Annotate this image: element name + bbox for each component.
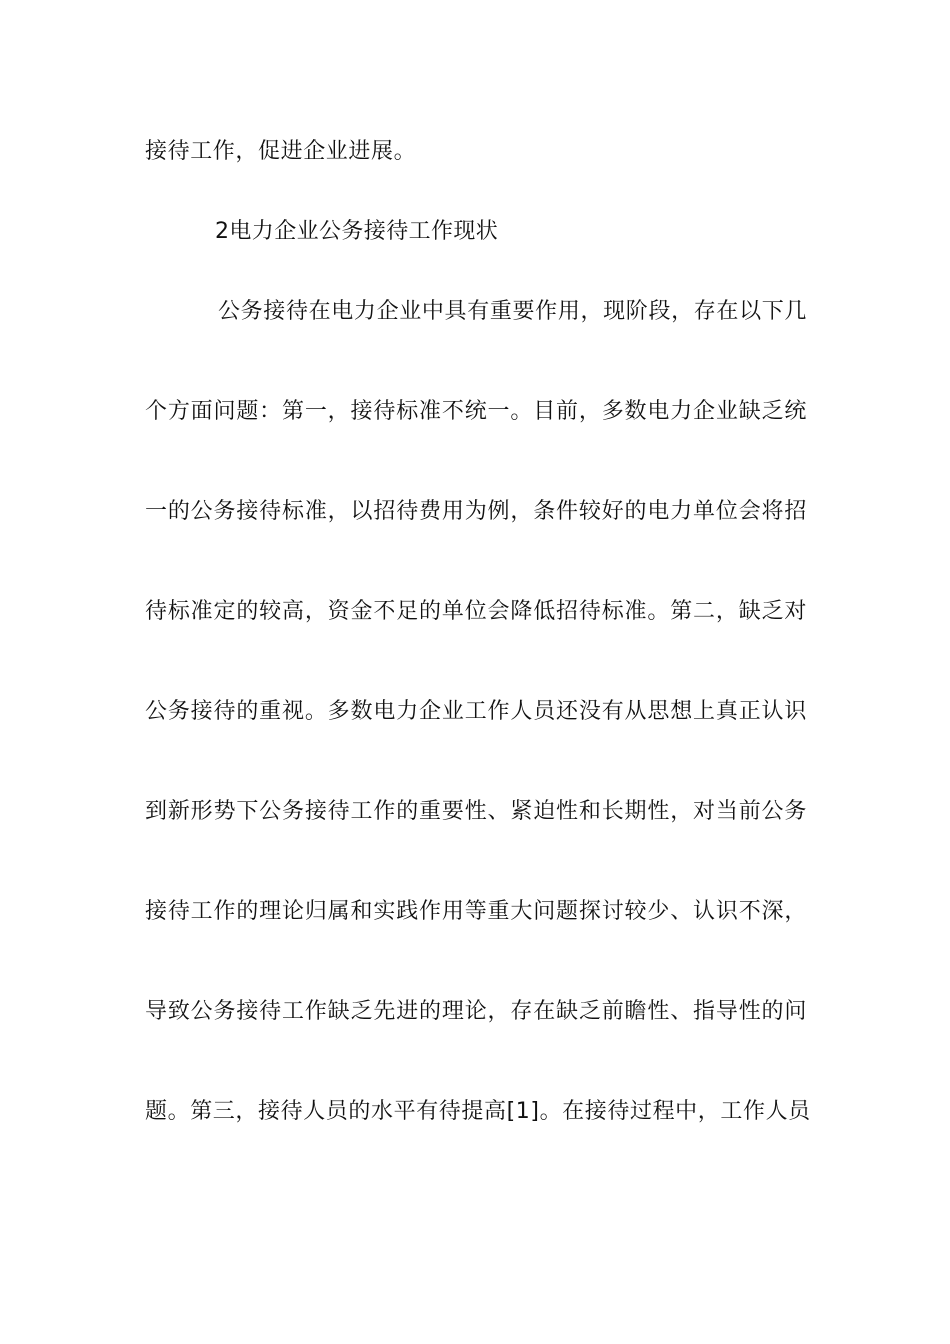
paragraph-continuation-line: 接待工作，促进企业进展。 (145, 139, 417, 164)
paragraph-line-5: 公务接待的重视。多数电力企业工作人员还没有从思想上真正认识 (145, 699, 807, 724)
paragraph-line-1: 公务接待在电力企业中具有重要作用，现阶段，存在以下几 (218, 299, 807, 324)
paragraph-line-2: 个方面问题：第一，接待标准不统一。目前，多数电力企业缺乏统 (145, 399, 807, 424)
paragraph-line-9: 题。第三，接待人员的水平有待提高[1]。在接待过程中，工作人员 (145, 1099, 811, 1124)
section-heading: 2电力企业公务接待工作现状 (215, 219, 499, 244)
paragraph-line-8: 导致公务接待工作缺乏先进的理论，存在缺乏前瞻性、指导性的问 (145, 999, 807, 1024)
paragraph-line-7: 接待工作的理论归属和实践作用等重大问题探讨较少、认识不深， (145, 899, 807, 924)
paragraph-line-3: 一的公务接待标准，以招待费用为例，条件较好的电力单位会将招 (145, 499, 807, 524)
paragraph-line-6: 到新形势下公务接待工作的重要性、紧迫性和长期性，对当前公务 (145, 799, 807, 824)
paragraph-line-4: 待标准定的较高，资金不足的单位会降低招待标准。第二，缺乏对 (145, 599, 807, 624)
